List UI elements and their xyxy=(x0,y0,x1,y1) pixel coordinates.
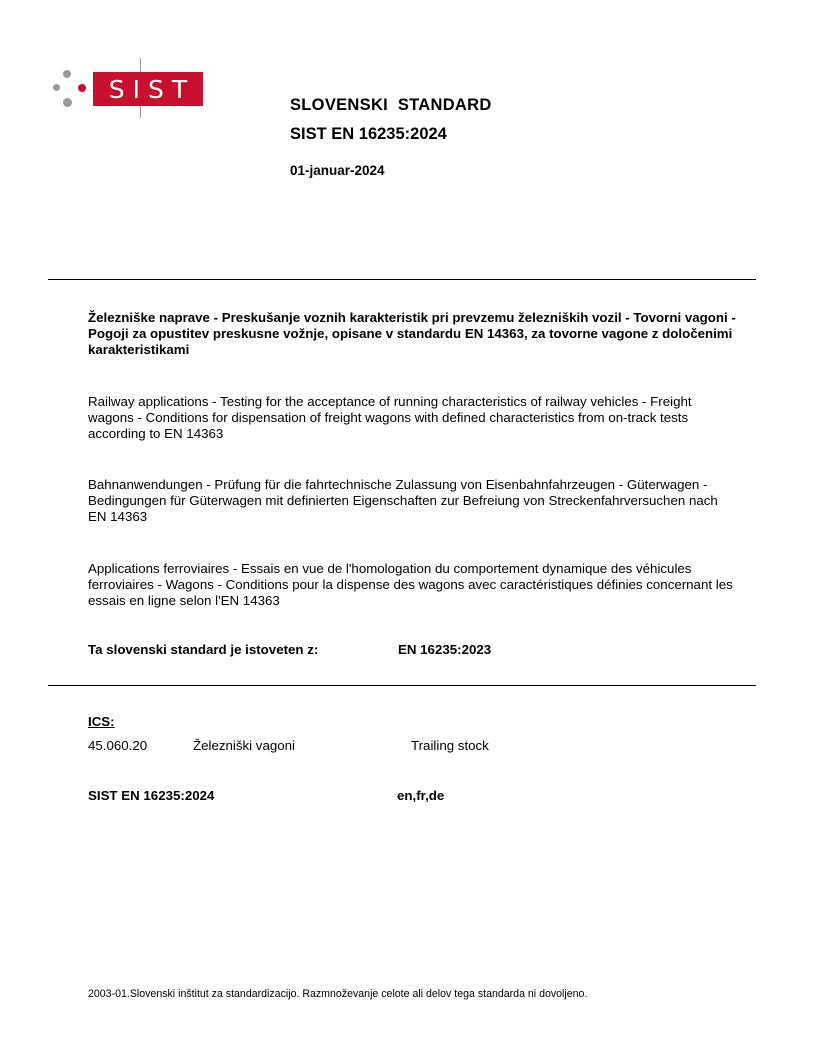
identical-label: Ta slovenski standard je istoveten z: xyxy=(88,642,319,657)
logo-dot-grey-icon xyxy=(63,98,72,107)
standard-date: 01-januar-2024 xyxy=(290,163,385,178)
identical-value: EN 16235:2023 xyxy=(398,642,492,657)
copyright-footer: 2003-01.Slovenski inštitut za standardizacijo. Razmnoževanje celote ali delov tega standarda ni dovoljeno. xyxy=(88,988,588,1000)
divider-bottom xyxy=(48,685,756,686)
standard-type: SLOVENSKI STANDARD xyxy=(290,96,492,114)
title-french: Applications ferroviaires - Essais en vue de l'homologation du comportement dynamique des véhicules ferroviaires - Wagons - Conditions pour la dispense des wagons avec caractéristiques définies concernant les essais en ligne selon l'EN 14363 xyxy=(88,561,733,608)
logo-dot-grey-icon xyxy=(53,84,60,91)
reference-code: SIST EN 16235:2024 xyxy=(88,788,215,803)
title-slovenian: Železniške naprave - Preskušanje voznih karakteristik pri prevzemu železniških vozil - Tovorni vagoni - Pogoji za opustitev preskusne vožnje, opisane v standardu EN 14363, za tovorne vagone z določenimi karakteristikami xyxy=(88,310,736,357)
ics-name-slovenian: Železniški vagoni xyxy=(193,738,295,753)
title-german: Bahnanwendungen - Prüfung für die fahrtechnische Zulassung von Eisenbahnfahrzeugen - Güterwagen - Bedingungen für Güterwagen mit definierten Eigenschaften zur Befreiung von Streckenfahrversuchen nach EN 14363 xyxy=(88,477,718,524)
ics-name-english: Trailing stock xyxy=(411,738,489,753)
logo-box xyxy=(93,72,203,106)
reference-languages: en,fr,de xyxy=(397,788,445,803)
title-english: Railway applications - Testing for the acceptance of running characteristics of railway vehicles - Freight wagons - Conditions for dispensation of freight wagons with defined characteristics from on-track tests according to EN 14363 xyxy=(88,394,692,441)
logo-dot-grey-icon xyxy=(63,70,71,78)
divider-top xyxy=(48,279,756,280)
ics-code: 45.060.20 xyxy=(88,738,148,753)
standard-code: SIST EN 16235:2024 xyxy=(290,125,447,143)
logo-text: SIST xyxy=(108,74,196,104)
logo-dot-red-icon xyxy=(78,84,86,92)
ics-label: ICS: xyxy=(88,714,115,729)
